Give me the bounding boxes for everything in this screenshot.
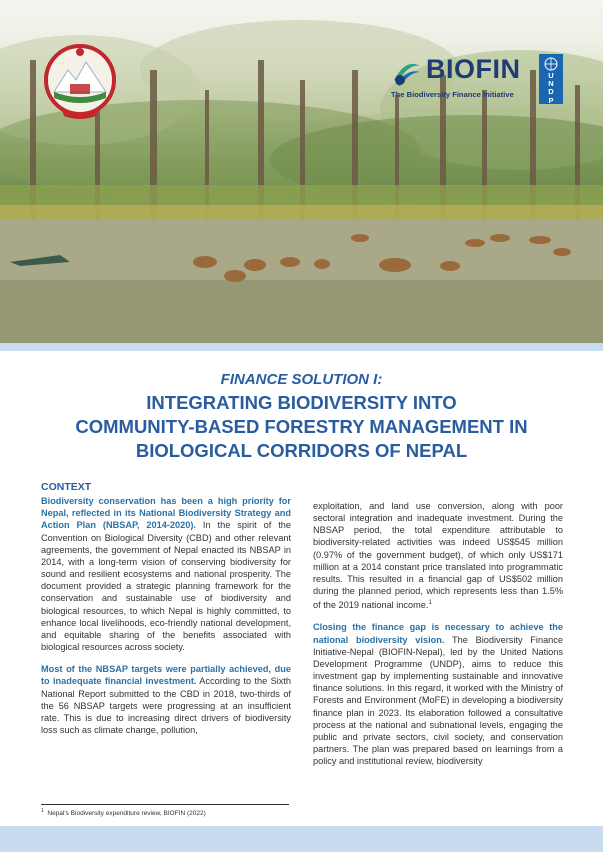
footnote-divider — [41, 804, 289, 805]
paragraph-lead: Biodiversity conservation has been a high priority for Nepal, reflected in its National Biodiversity Strategy and Action Plan (NBSAP, 2014-2020). — [41, 496, 291, 531]
paragraph-targets — [41, 663, 291, 736]
biofin-swirl-icon — [390, 56, 422, 88]
context-heading: CONTEXT — [41, 481, 92, 493]
title-line: COMMUNITY-BASED FORESTRY MANAGEMENT IN — [75, 416, 528, 437]
paragraph-expenditure — [313, 500, 563, 611]
undp-logo — [539, 54, 563, 104]
paragraph-context — [41, 495, 291, 653]
right-column — [313, 500, 563, 777]
undp-letter: U — [548, 71, 554, 80]
paragraph-lead: Closing the finance gap is necessary to achieve the national biodiversity vision. — [313, 622, 563, 645]
un-globe-icon — [542, 57, 560, 71]
hero-divider-band — [0, 343, 603, 351]
footnote — [41, 808, 206, 817]
footer-band — [0, 826, 603, 852]
undp-letter: D — [548, 87, 554, 97]
title-line: INTEGRATING BIODIVERSITY INTO — [146, 392, 457, 413]
undp-letter: P — [548, 95, 554, 105]
undp-letter: N — [548, 79, 554, 89]
footnote-text: Nepal's Biodiversity expenditure review, BIOFIN (2022) — [47, 810, 206, 818]
paragraph-text: In the spirit of the Convention on Biological Diversity (CBD) and other relevant agreements, the government of Nepal enacted its NBSAP in 2014, with a long-term vision of conserving biodiversity for sound and resilient ecosystems and national prosperity. The document provided a strategic planning framework for the conservation and sustainable use of biodiversity and biological resources, to which Nepal is highly committed, to enhance local livelihoods, eco-friendly national development, and equitable sharing of the benefits associated with biological resources across society. — [41, 520, 292, 653]
nepal-emblem-logo — [40, 40, 120, 122]
paragraph-lead: Most of the NBSAP targets were partially achieved, due to inadequate financial investment. — [41, 664, 291, 687]
paragraph-text: According to the Sixth National Report submitted to the CBD in 2018, two-thirds of the 56 NBSAP targets were progressing at an insufficient rate. This is due to increasing direct drivers of biodiversity loss such as climate change, pollution, — [41, 676, 291, 735]
biofin-wordmark: BIOFIN — [426, 54, 521, 84]
paragraph-text: The Biodiversity Finance Initiative-Nepal (BIOFIN-Nepal), led by the United Nations Development Programme (UNDP), aims to reduce this investment gap by implementing sustainable and innovative finance solutions. In this regard, it worked with the Ministry of Forests and Environment (MoFE) in developing a biodiversity finance plan in 2023. Its elaboration followed a consultative process at the national and subnational levels, engaging the public and private sectors, civil society, and conservation partners. The plan was prepared based on learnings from a policy and institutional review, biodiversity — [313, 634, 563, 767]
page-title — [40, 391, 563, 463]
biofin-tagline: The Biodiversity Finance Initiative — [391, 90, 514, 99]
finance-solution-kicker: FINANCE SOLUTION I: — [220, 371, 383, 388]
left-column — [41, 481, 291, 746]
title-line: BIOLOGICAL CORRIDORS OF NEPAL — [135, 440, 468, 461]
footnote-mark: 1 — [41, 808, 44, 814]
paragraph-text: exploitation, and land use conversion, along with poor sectoral integration and inadequate investment. During the NBSAP period, the total expenditure attributable to biodiversity-related activities was indeed US$545 million (0.97% of the government budget), of which only US$171 million at a 2014 constant price translated into programmatic results. This resulted in a financial gap of US$502 million during the planned period, which represents less than 1.5% of the 2019 national income. — [313, 501, 563, 611]
footnote-reference[interactable]: 1 — [428, 600, 432, 607]
paragraph-finance-gap — [313, 621, 563, 767]
